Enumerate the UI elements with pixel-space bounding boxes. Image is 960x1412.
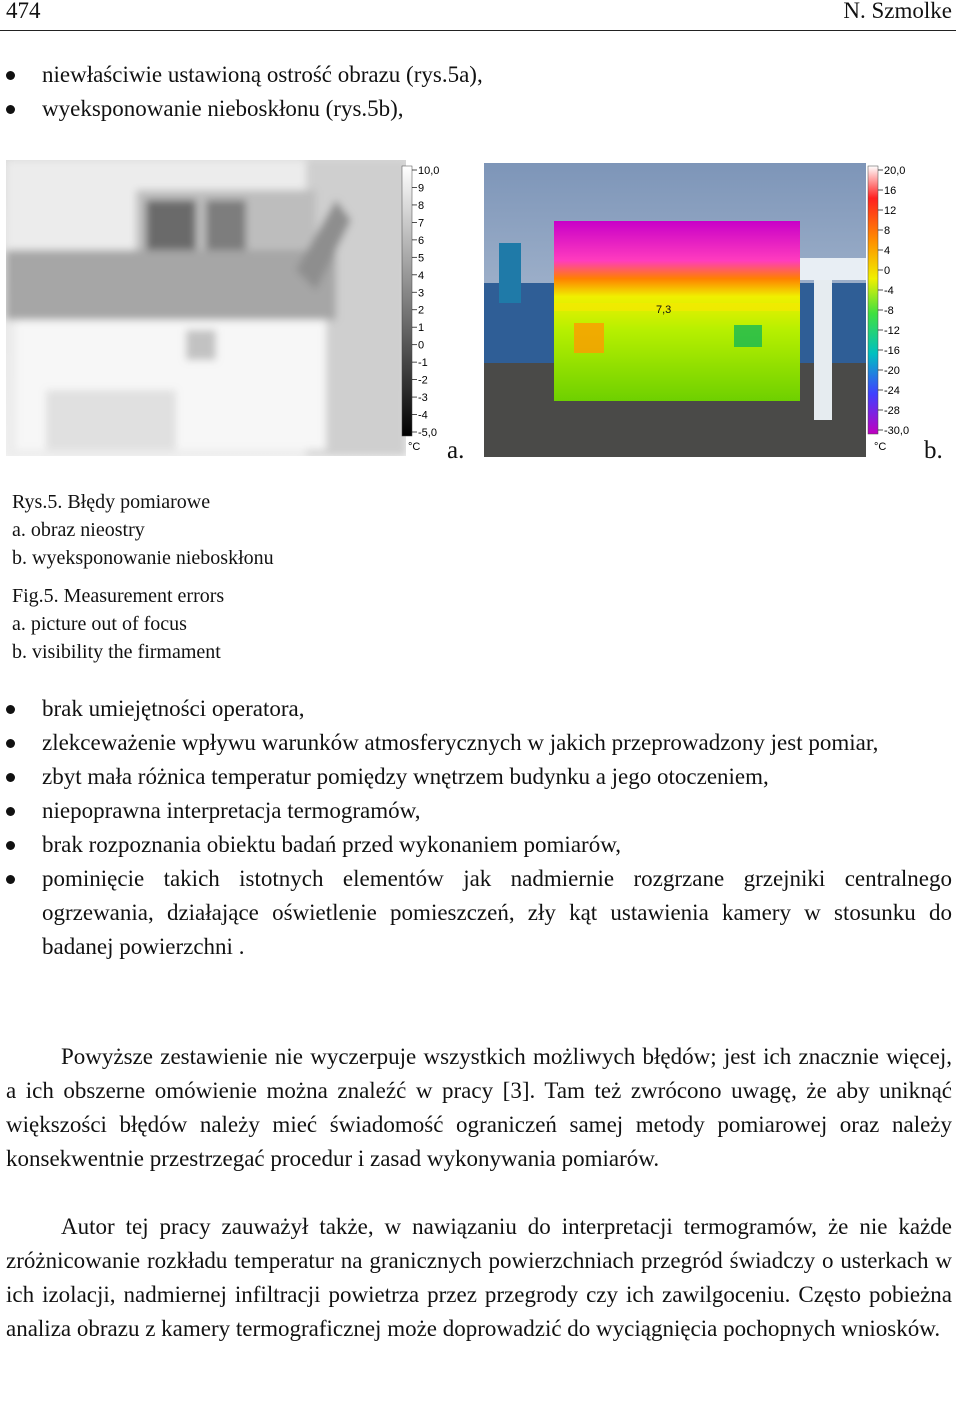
- scale-tick-label: -3: [418, 392, 428, 405]
- overlay-reading: 7,3: [656, 304, 672, 316]
- caption-item-pl: a. obraz nieostry: [12, 519, 145, 541]
- top-bullet-list: [0, 58, 952, 126]
- bullet-item: zbyt mała różnica temperatur pomiędzy wnętrzem budynku a jego otoczeniem,: [0, 760, 952, 794]
- scale-tick-label: 6: [418, 234, 425, 247]
- scale-tick-label: -5,0: [418, 427, 437, 439]
- caption-title-pl: Rys.5. Błędy pomiarowe: [12, 491, 211, 513]
- thermogram-a-image: [6, 160, 406, 456]
- scale-tick-label: 4: [418, 269, 425, 282]
- figure-caption-en: [12, 582, 224, 666]
- body-paragraph: Powyższe zestawienie nie wyczerpuje wszystkich możliwych błędów; jest ich znacznie więcej, a ich obszerne omówienie można znaleźć w pracy [3]. Tam też zwrócono uwagę, że aby uniknąć większości błędów należy mieć świadomość ograniczeń samej metody pomiarowej oraz należy konsekwentnie przestrzegać procedur i zasad wykonywania pomiarów.: [6, 1044, 952, 1171]
- page-header: [0, 0, 956, 31]
- running-author: N. Szmolke: [843, 0, 952, 23]
- bullet-item: brak umiejętności operatora,: [0, 692, 952, 726]
- bullet-item: pominięcie takich istotnych elementów jak nadmiernie rozgrzane grzejniki centralnego ogrzewania, działające oświetlenie pomieszczeń, zły kąt ustawienia kamery w stosunku do badanej powierzchni .: [0, 862, 952, 964]
- body-paragraph: Autor tej pracy zauważył także, w nawiązaniu do interpretacji termogramów, że nie każde zróżnicowanie rozkładu temperatur na granicznych powierzchniach przegród świadczy o usterkach w ich izolacji, nadmiernej infiltracji powietrza przez przegrody czy ich zawilgoceniu. Często pobieżna analiza obrazu z kamery termograficznej może doprowadzić do wyciągnięcia pochopnych wniosków.: [6, 1214, 952, 1341]
- bullet-item: brak rozpoznania obiektu badań przed wykonaniem pomiarów,: [0, 828, 952, 862]
- scale-tick-label: 3: [418, 287, 425, 300]
- scale-tick-label: -8: [884, 305, 894, 317]
- scale-unit-a: °C: [408, 441, 421, 453]
- caption-item-pl: b. wyeksponowanie nieboskłonu: [12, 547, 274, 569]
- temperature-scale-a: [400, 160, 460, 460]
- scale-tick-label: 20,0: [884, 165, 906, 177]
- bullet-item: niepoprawna interpretacja termogramów,: [0, 794, 952, 828]
- scale-tick-label: 4: [884, 245, 891, 257]
- figure-5: [0, 155, 960, 475]
- scale-tick-label: -20: [884, 365, 900, 377]
- scale-tick-label: -24: [884, 385, 900, 397]
- scale-tick-label: 0: [884, 265, 891, 277]
- scale-tick-label: 9: [418, 182, 425, 195]
- scale-tick-label: 16: [884, 185, 897, 197]
- scale-bar-a: [402, 166, 412, 436]
- scale-tick-label: 8: [884, 225, 891, 237]
- scale-unit-b: °C: [874, 441, 887, 453]
- panel-b-letter: b.: [924, 437, 943, 464]
- caption-item-en: b. visibility the firmament: [12, 641, 221, 663]
- figure-caption-pl: [12, 488, 274, 572]
- thermogram-b-image: [484, 163, 866, 457]
- scale-tick-label: -1: [418, 357, 428, 370]
- scale-tick-label: -2: [418, 374, 428, 387]
- scale-tick-label: 0: [418, 339, 425, 352]
- scale-tick-label: 7: [418, 217, 425, 230]
- caption-title-en: Fig.5. Measurement errors: [12, 585, 225, 607]
- error-bullet-list: [0, 692, 952, 964]
- scale-tick-label: -12: [884, 325, 900, 337]
- scale-tick-label: 10,0: [418, 165, 440, 177]
- scale-bar-b: [868, 166, 878, 434]
- scale-tick-label: 2: [418, 304, 425, 317]
- scale-tick-label: -28: [884, 405, 900, 417]
- panel-a-letter: a.: [447, 437, 465, 464]
- thermogram-a: [6, 160, 406, 456]
- scale-tick-label: -16: [884, 345, 900, 357]
- bullet-item: niewłaściwie ustawioną ostrość obrazu (rys.5a),: [0, 58, 952, 92]
- scale-tick-label: -4: [884, 285, 894, 297]
- scale-tick-label: 8: [418, 199, 425, 212]
- page-number: 474: [6, 0, 41, 23]
- scale-tick-label: 5: [418, 252, 425, 265]
- thermogram-b: [484, 163, 866, 457]
- scale-tick-label: 1: [418, 322, 425, 335]
- scale-tick-label: -30,0: [884, 425, 910, 437]
- temperature-scale-b: [866, 160, 926, 460]
- scale-tick-label: 12: [884, 205, 897, 217]
- bullet-item: zlekceważenie wpływu warunków atmosferycznych w jakich przeprowadzony jest pomiar,: [0, 726, 952, 760]
- caption-item-en: a. picture out of focus: [12, 613, 187, 635]
- scale-tick-label: -4: [418, 409, 428, 422]
- bullet-item: wyeksponowanie nieboskłonu (rys.5b),: [0, 92, 952, 126]
